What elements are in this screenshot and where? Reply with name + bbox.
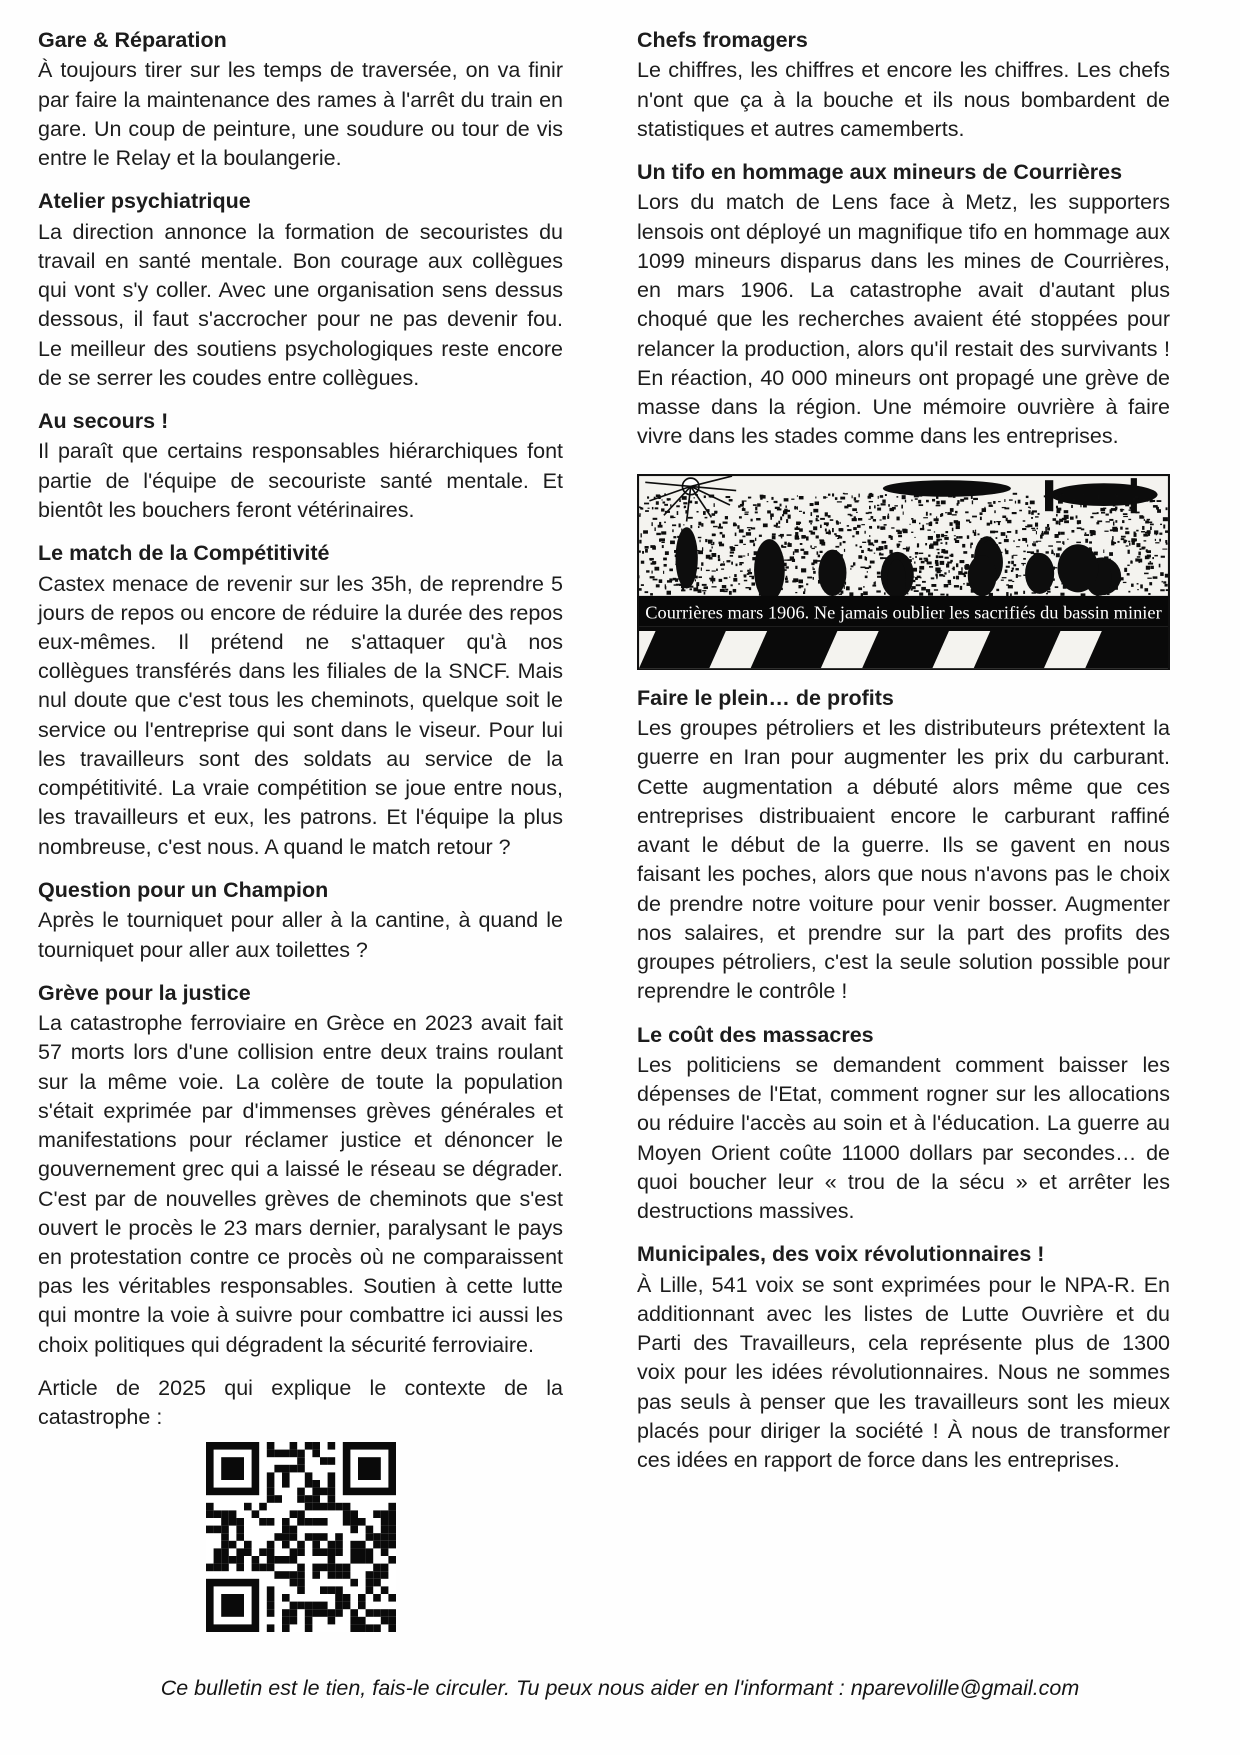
section-cout-des-massacres: [637, 1021, 1170, 1227]
courrieres-engraving-image: [637, 474, 1170, 670]
section-chefs-fromagers: [637, 26, 1170, 144]
engraving-illustration: [637, 474, 1170, 670]
section-heading: Question pour un Champion: [38, 877, 329, 902]
section-body: La catastrophe ferroviaire en Grèce en 2023 avait fait 57 morts lors d'une collision entre deux trains roulant sur la même voie. La colère de toute la population s'était exprimée par d'immenses grèves générales et manifestations pour réclamer justice et dénoncer le gouvernement grec qui a laissé le réseau se dégrader. C'est par de nouvelles grèves de cheminots que s'est ouvert le procès le 23 mars dernier, paralysant le pays en protestation contre ce procès où ne comparaissent pas les véritables responsables. Soutien à cette lutte qui montre la voie à suivre pour combattre ici aussi les choix politiques qui dégradent la sécurité ferroviaire.: [38, 1011, 563, 1357]
right-column: [637, 26, 1170, 1632]
section-heading: Au secours !: [38, 409, 169, 434]
section-body: Le chiffres, les chiffres et encore les chiffres. Les chefs n'ont que ça à la bouche et ils nous bombardent de statistiques et autres camemberts.: [637, 58, 1170, 141]
section-heading: Gare & Réparation: [38, 28, 227, 52]
left-column: [38, 26, 563, 1632]
section-heading: Chefs fromagers: [637, 28, 808, 52]
section-heading: Faire le plein… de profits: [637, 685, 894, 710]
section-atelier-psychiatrique: [38, 187, 563, 393]
section-heading: Le coût des massacres: [637, 1022, 874, 1047]
section-municipales: [637, 1240, 1170, 1475]
engraving-caption: Courrières mars 1906. Ne jamais oublier les sacrifiés du bassin minier: [645, 602, 1162, 623]
section-body: À Lille, 541 voix se sont exprimées pour le NPA-R. En additionnant avec les listes de Lutte Ouvrière et du Parti des Travailleurs, cela représente plus de 1300 voix pour les idées révolutionnaires. Nous ne sommes pas seuls à penser que les travailleurs sont les mieux placés pour diriger la société ! À nous de transformer ces idées en rapport de force dans les entreprises.: [637, 1272, 1170, 1473]
section-faire-le-plein: [637, 684, 1170, 1007]
section-body: Les groupes pétroliers et les distributeurs prétextent la guerre en Iran pour augmenter les prix du carburant. Cette augmentation a débuté alors même que ces entreprises distribuaient encore le carburant raffiné avant le début de la guerre. Ils se gavent en nous faisant les poches, alors que nous n'avons pas le choix de prendre notre voiture pour venir bosser. Augmenter nos salaires, et prendre sur la part des profits des groupes pétroliers, c'est la seule solution possible pour reprendre le contrôle !: [637, 716, 1170, 1004]
section-body: À toujours tirer sur les temps de traversée, on va finir par faire la maintenance des rames à l'arrêt du train en gare. Un coup de peinture, une soudure ou tour de vis entre le Relay et la boulangerie.: [38, 58, 563, 171]
section-body: Lors du match de Lens face à Metz, les supporters lensois ont déployé un magnifique tifo en hommage aux 1099 mineurs disparus dans les mines de Courrières, en mars 1906. La catastrophe avait d'autant plus choqué que les recherches avaient été stoppées pour relancer la production, alors qu'il restait des survivants ! En réaction, 40 000 mineurs ont propagé une grève de masse dans la région. Une mémoire ouvrière à faire vivre dans les stades comme dans les entreprises.: [637, 190, 1170, 449]
section-heading: Grève pour la justice: [38, 980, 251, 1005]
section-heading: Le match de la Compétitivité: [38, 541, 330, 566]
section-au-secours: [38, 407, 563, 525]
section-match-competitivite: [38, 539, 563, 862]
article-note: Article de 2025 qui explique le contexte de la catastrophe :: [38, 1375, 563, 1430]
section-question-champion: [38, 876, 563, 965]
two-column-layout: [38, 26, 1200, 1632]
section-body: Après le tourniquet pour aller à la cantine, à quand le tourniquet pour aller aux toilettes ?: [38, 908, 563, 962]
section-greve-justice: [38, 979, 563, 1360]
section-heading: Municipales, des voix révolutionnaires !: [637, 1242, 1045, 1267]
section-gare-reparation: [38, 26, 563, 173]
qr-code: [38, 1442, 563, 1632]
section-body: Les politiciens se demandent comment baisser les dépenses de l'Etat, comment rogner sur les allocations ou réduire l'accès au soin et à l'éducation. La guerre au Moyen Orient coûte 11000 dollars par secondes… de quoi boucher leur « trou de la sécu » et arrêter les destructions massives.: [637, 1052, 1170, 1224]
footer-note: Ce bulletin est le tien, fais-le circuler. Tu peux nous aider en l'informant : nparevolille@gmail.com: [160, 1676, 1080, 1700]
section-body: Castex menace de revenir sur les 35h, de reprendre 5 jours de repos ou encore de réduire la durée des repos eux-mêmes. Il prétend ne s'attaquer qu'à nos collègues transférés dans les filiales de la SNCF. Mais nul doute que c'est tous les cheminots, quelque soit le service ou l'entreprise qui sont dans le viseur. Pour lui les travailleurs sont des soldats au service de la compétitivité. La vraie compétition se joue entre nous, les travailleurs et eux, les patrons. Et l'équipe la plus nombreuse, c'est nous. A quand le match retour ?: [38, 571, 563, 859]
section-tifo-courrieres: [637, 158, 1170, 451]
section-heading: Atelier psychiatrique: [38, 189, 251, 214]
section-body: Il paraît que certains responsables hiérarchiques font partie de l'équipe de secouriste santé mentale. Et bientôt les bouchers feront vétérinaires.: [38, 439, 563, 522]
section-heading: Un tifo en hommage aux mineurs de Courrières: [637, 160, 1123, 185]
qr-code-image: [206, 1442, 396, 1632]
section-body: La direction annonce la formation de secouristes du travail en santé mentale. Bon courage aux collègues qui vont s'y coller. Avec une organisation sens dessus dessous, il faut s'accrocher pour ne pas devenir fou. Le meilleur des soutiens psychologiques reste encore de se serrer les coudes entre collègues.: [38, 219, 563, 390]
